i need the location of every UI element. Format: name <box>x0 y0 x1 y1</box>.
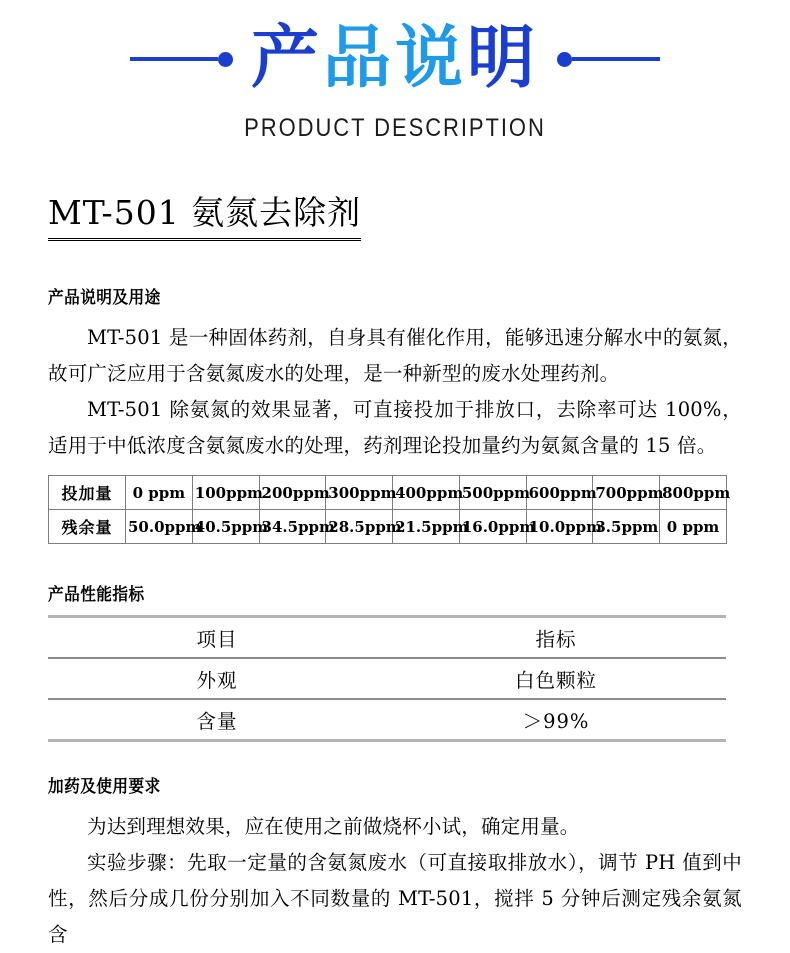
dose-cell: 700ppm <box>593 476 660 510</box>
dose-cell: 800ppm <box>660 476 727 510</box>
dose-cell: 500ppm <box>459 476 526 510</box>
banner-title-char-1: 产 <box>250 19 323 98</box>
banner-decoration-right <box>557 52 660 67</box>
decoration-dot-left <box>218 52 233 67</box>
banner-title-char-2: 品 <box>322 19 395 98</box>
residual-cell: 16.0ppm <box>459 510 526 544</box>
dose-row-label: 投加量 <box>49 476 126 510</box>
section-heading-usage: 产品说明及用途 <box>48 288 161 308</box>
dose-cell: 400ppm <box>393 476 460 510</box>
usage-paragraph-1: MT-501 是一种固体药剂，自身具有催化作用，能够迅速分解水中的氨氮，故可广泛应用于含氨氮废水的处理，是一种新型的废水处理药剂。 <box>48 326 742 385</box>
dosage-residual-table <box>48 475 731 544</box>
spec-value: 白色颗粒 <box>386 658 726 699</box>
residual-cell: 0 ppm <box>660 510 727 544</box>
spec-item: 含量 <box>48 699 386 741</box>
dose-cell: 300ppm <box>326 476 393 510</box>
document-body <box>0 187 790 953</box>
banner-title <box>250 19 540 98</box>
spec-bottom-rule-right <box>386 741 726 745</box>
banner-title-char-4: 明 <box>467 19 540 98</box>
spec-bottom-rule-left <box>48 741 386 745</box>
section-performance <box>48 580 742 744</box>
spec-value: ＞99% <box>386 699 726 741</box>
residual-cell: 40.5ppm <box>192 510 259 544</box>
page-banner <box>0 0 790 118</box>
decoration-dot-right <box>557 52 572 67</box>
dose-cell: 600ppm <box>526 476 593 510</box>
table-row <box>49 476 727 510</box>
banner-title-char-3: 说 <box>395 19 468 98</box>
product-title: MT-501 氨氮去除剂 <box>48 187 361 241</box>
performance-spec-table <box>48 615 726 744</box>
banner-subtitle: PRODUCT DESCRIPTION <box>244 114 546 142</box>
residual-cell: 50.0ppm <box>126 510 193 544</box>
residual-cell: 3.5ppm <box>593 510 660 544</box>
dose-cell: 0 ppm <box>126 476 193 510</box>
dose-cell: 200ppm <box>259 476 326 510</box>
dosing-paragraph-2: 实验步骤：先取一定量的含氨氮废水（可直接取排放水），调节 PH 值到中性，然后分成几份分别加入不同数量的 MT-501，搅拌 5 分钟后测定残余氨氮含 <box>48 851 742 946</box>
residual-cell: 34.5ppm <box>259 510 326 544</box>
dose-cell: 100ppm <box>192 476 259 510</box>
residual-cell: 21.5ppm <box>393 510 460 544</box>
section-usage <box>48 283 742 464</box>
dosing-paragraph-1: 为达到理想效果，应在使用之前做烧杯小试，确定用量。 <box>87 815 580 838</box>
residual-cell: 10.0ppm <box>526 510 593 544</box>
section-heading-dosing: 加药及使用要求 <box>48 777 161 797</box>
spec-header-value: 指标 <box>386 617 726 659</box>
spec-item: 外观 <box>48 658 386 699</box>
spec-header-item: 项目 <box>48 617 386 659</box>
section-heading-performance: 产品性能指标 <box>48 585 145 605</box>
table-bottom-rule <box>48 741 726 745</box>
usage-paragraph-2: MT-501 除氨氮的效果显著，可直接投加于排放口，去除率可达 100%，适用于中低浓度含氨氮废水的处理，药剂理论投加量约为氨氮含量的 15 倍。 <box>48 398 742 457</box>
banner-decoration-left <box>130 52 233 67</box>
section-dosing <box>48 772 742 953</box>
decoration-line-left <box>130 57 218 61</box>
table-row <box>48 658 726 699</box>
residual-row-label: 残余量 <box>49 510 126 544</box>
table-row <box>48 699 726 741</box>
decoration-line-right <box>572 57 660 61</box>
table-row <box>48 617 726 659</box>
residual-cell: 28.5ppm <box>326 510 393 544</box>
table-row <box>49 510 727 544</box>
